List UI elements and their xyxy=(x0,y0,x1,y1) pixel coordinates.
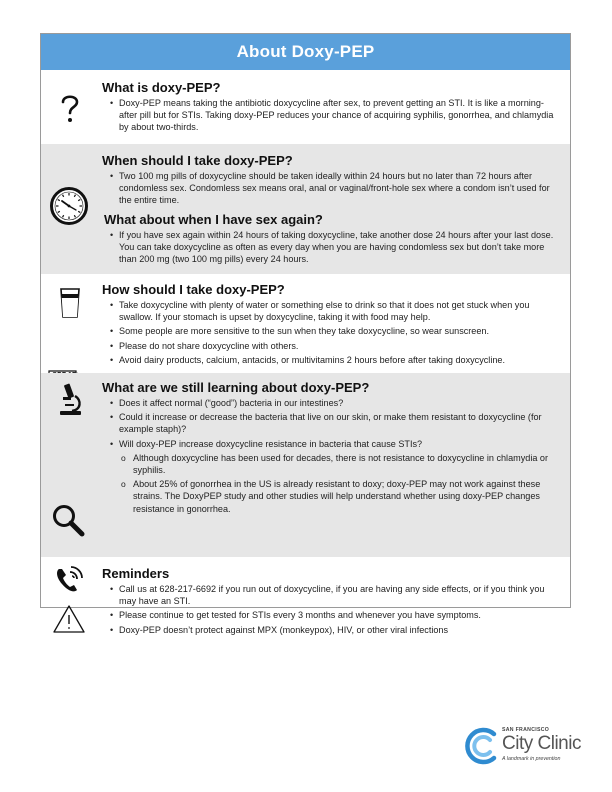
phone-icon xyxy=(53,565,87,595)
how-list xyxy=(102,299,562,366)
logo-main-text: City Clinic xyxy=(502,733,581,754)
clock-icon xyxy=(49,186,89,226)
heading-reminders: Reminders xyxy=(102,566,170,581)
warning-icon xyxy=(52,604,86,634)
sex-again-list xyxy=(102,229,562,266)
sub-list-item: o About 25% of gonorrhea in the US is already resistant to doxy; doxy-PEP may not work against these strains. The DoxyPEP study and other studies will help understand whether using doxy-PEP changes resistance in gonorrhea. xyxy=(102,478,562,515)
list-item: • Avoid dairy products, calcium, antacids, or multivitamins 2 hours before after taking doxycycline. xyxy=(102,354,562,366)
section-learning xyxy=(41,373,570,557)
list-item: • Call us at 628-217-6692 if you run out of doxycycline, if you are having any side effects, or if you think you may have an STI. xyxy=(102,583,562,607)
list-item: • Please continue to get tested for STIs every 3 months and whenever you have symptoms. xyxy=(102,609,562,621)
list-item: • If you have sex again within 24 hours of taking doxycycline, take another dose 24 hours after your last dose. You can take doxycycline as often as every day when you are having condomless sex but don’t take more than 200 mg (two 100 mg pills) every 24 hours. xyxy=(102,229,562,266)
water-glass-icon xyxy=(59,287,81,319)
list-item: • Will doxy-PEP increase doxycycline resistance in bacteria that cause STIs? xyxy=(102,438,562,450)
magnifying-glass-icon xyxy=(51,503,85,537)
section-how xyxy=(41,274,570,373)
section-what-is xyxy=(41,70,570,144)
learning-sub-list xyxy=(102,452,562,515)
list-item: • Please do not share doxycycline with others. xyxy=(102,340,562,352)
what-is-list xyxy=(102,97,562,134)
when-list xyxy=(102,170,562,207)
city-clinic-logo-mark-icon xyxy=(464,726,500,766)
list-item: • Does it affect normal (“good”) bacteria in our intestines? xyxy=(102,397,562,409)
list-item: • Doxy-PEP doesn’t protect against MPX (monkeypox), HIV, or other viral infections xyxy=(102,624,562,636)
sub-list-item: o Although doxycycline has been used for decades, there is not resistance to doxycycline in chlamydia or syphilis. xyxy=(102,452,562,476)
heading-how: How should I take doxy-PEP? xyxy=(102,282,285,297)
logo-top-text: SAN FRANCISCO xyxy=(502,727,550,733)
reminders-list xyxy=(102,583,562,636)
learning-list xyxy=(102,397,562,450)
question-mark-icon xyxy=(57,92,83,124)
heading-learning: What are we still learning about doxy-PEP? xyxy=(102,380,370,395)
list-item: • Doxy-PEP means taking the antibiotic doxycycline after sex, to prevent getting an STI. It is like a morning-after pill but for STIs. Taking doxy-PEP reduces your chance of acquiring syphilis, gonorrhea, and chlamydia by about two-thirds. xyxy=(102,97,562,134)
heading-what-is: What is doxy-PEP? xyxy=(102,80,221,95)
section-when xyxy=(41,144,570,274)
list-item: • Could it increase or decrease the bacteria that live on our skin, or make them resistant to doxycycline (for example staph)? xyxy=(102,411,562,435)
list-item: • Some people are more sensitive to the sun when they take doxycycline, so wear sunscreen. xyxy=(102,325,562,337)
heading-when: When should I take doxy-PEP? xyxy=(102,153,293,168)
city-clinic-logo xyxy=(464,724,586,768)
list-item: • Two 100 mg pills of doxycycline should be taken ideally within 24 hours but no later than 72 hours after condomless sex. Condomless sex means oral, anal or vaginal/front-hole sex where a condom isn’t used for the entire time. xyxy=(102,170,562,207)
page-title: About Doxy-PEP xyxy=(41,34,570,70)
heading-sex-again: What about when I have sex again? xyxy=(104,211,323,227)
section-reminders xyxy=(41,557,570,635)
logo-tagline: A landmark in prevention xyxy=(502,756,561,762)
list-item: • Take doxycycline with plenty of water or something else to drink so that it does not get stuck when you swallow. If your stomach is upset by doxycycline, taking it with food may help. xyxy=(102,299,562,323)
info-sheet xyxy=(40,33,571,635)
microscope-icon xyxy=(57,382,83,418)
